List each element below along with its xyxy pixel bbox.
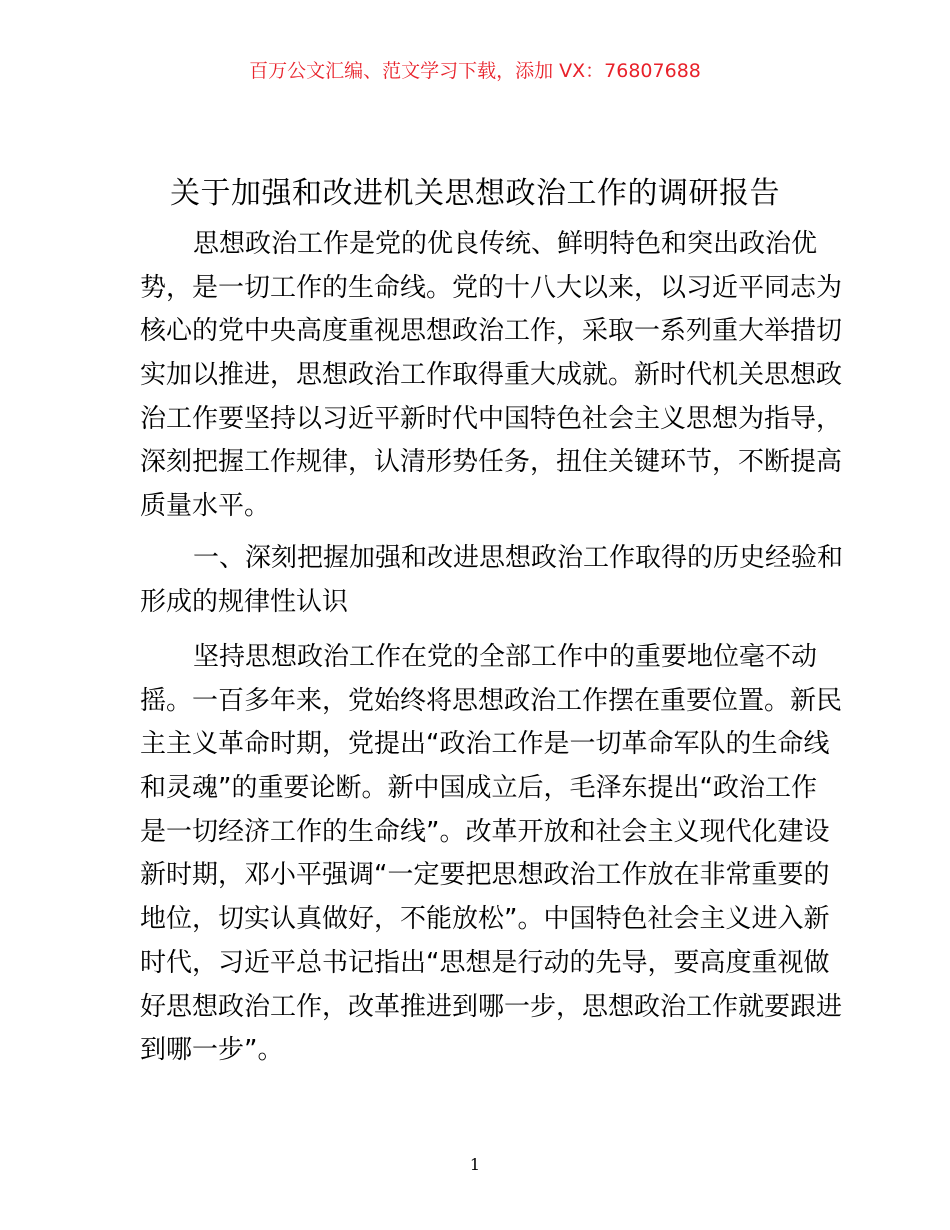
text-line: 实加以推进，思想政治工作取得重大成就。新时代机关思想政 bbox=[140, 360, 843, 391]
text-line: 摇。一百多年来，党始终将思想政治工作摆在重要位置。新民 bbox=[140, 685, 843, 716]
text-line: 思想政治工作是党的优良传统、鲜明特色和突出政治优 bbox=[193, 229, 818, 259]
paragraph-1 bbox=[140, 636, 843, 1073]
text-line: 和灵魂”的重要论断。新中国成立后，毛泽东提出“政治工作 bbox=[140, 773, 817, 804]
document-title: 关于加强和改进机关思想政治工作的调研报告 bbox=[170, 176, 780, 211]
text-line: 深刻把握工作规律，认清形势任务，扭住关键环节，不断提高 bbox=[140, 447, 843, 478]
text-line: 势，是一切工作的生命线。党的十八大以来，以习近平同志为 bbox=[140, 272, 843, 303]
text-line: 时代，习近平总书记指出“思想是行动的先导，要高度重视做 bbox=[140, 947, 830, 978]
text-line: 地位，切实认真做好，不能放松”。中国特色社会主义进入新 bbox=[140, 904, 830, 935]
text-line: 一、深刻把握加强和改进思想政治工作取得的历史经验和 bbox=[193, 543, 844, 573]
text-line: 是一切经济工作的生命线”。改革开放和社会主义现代化建设 bbox=[140, 816, 830, 847]
text-line: 到哪一步”。 bbox=[140, 1035, 284, 1066]
text-line: 核心的党中央高度重视思想政治工作，采取一系列重大举措切 bbox=[140, 316, 843, 347]
text-line: 质量水平。 bbox=[140, 491, 271, 522]
watermark-header: 百万公文汇编、范文学习下载，添加 VX：76807688 bbox=[249, 60, 701, 82]
text-line: 坚持思想政治工作在党的全部工作中的重要地位毫不动 bbox=[193, 642, 818, 672]
text-line: 主主义革命时期，党提出“政治工作是一切革命军队的生命线 bbox=[140, 729, 830, 760]
text-line: 新时期，邓小平强调“一定要把思想政治工作放在非常重要的 bbox=[140, 860, 830, 891]
text-line: 形成的规律性认识 bbox=[140, 586, 349, 617]
section-heading-1 bbox=[140, 537, 844, 624]
page-number: 1 bbox=[469, 1155, 481, 1174]
text-line: 好思想政治工作，改革推进到哪一步，思想政治工作就要跟进 bbox=[140, 991, 843, 1022]
text-line: 治工作要坚持以习近平新时代中国特色社会主义思想为指导， bbox=[140, 403, 843, 434]
paragraph-intro bbox=[140, 223, 843, 529]
